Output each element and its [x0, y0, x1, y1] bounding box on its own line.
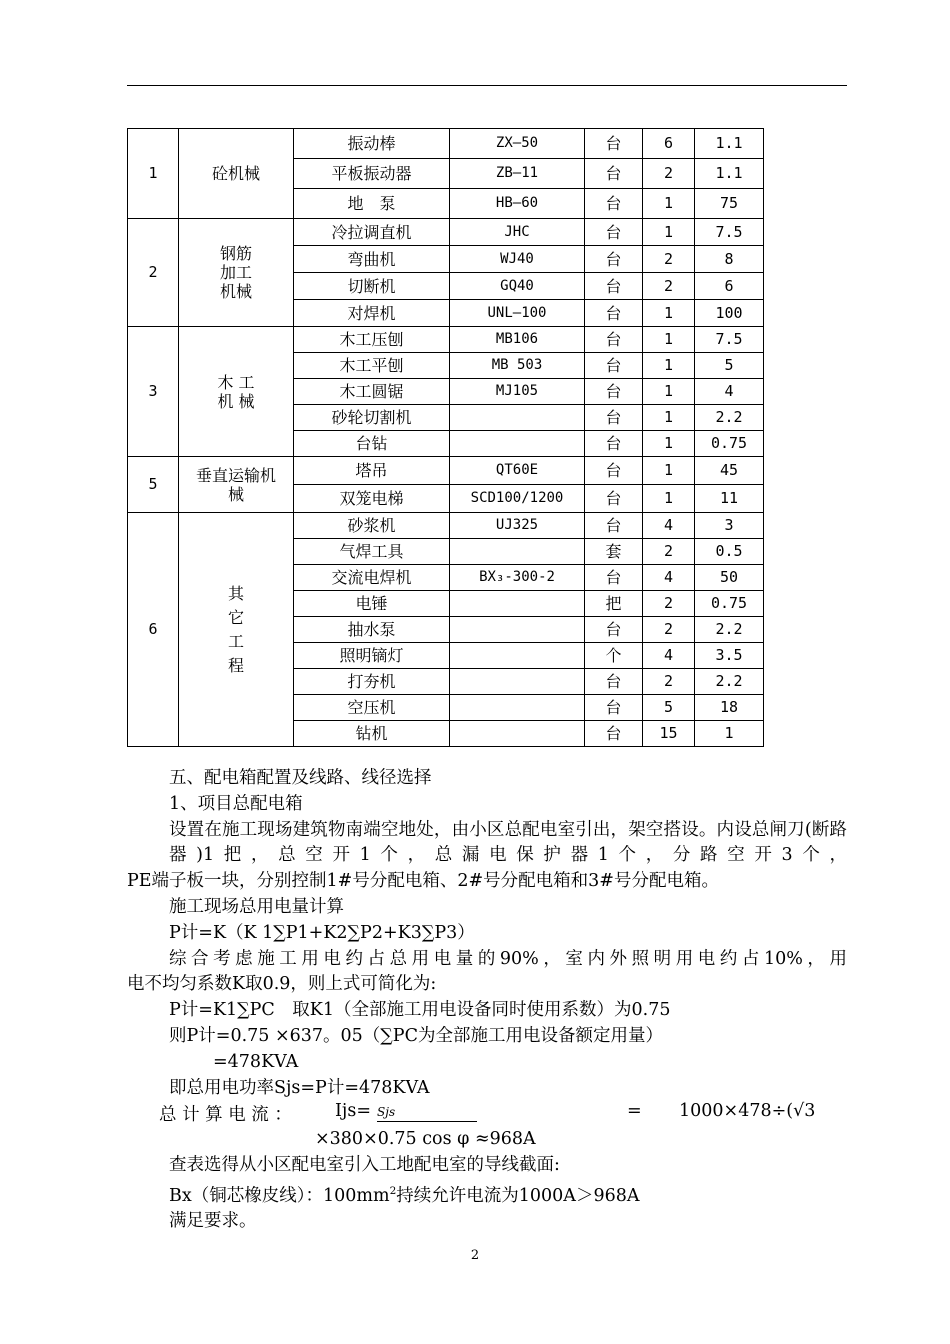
equipment-name: 照明镝灯	[294, 643, 450, 669]
section-title: 五、配电箱配置及线路、线径选择	[169, 768, 432, 788]
group-number: 1	[128, 129, 179, 219]
group-category	[179, 219, 294, 327]
category-line: 机械	[219, 282, 252, 301]
cable-pre: Bx（铜芯橡皮线）：100mm	[169, 1185, 390, 1206]
header-rule	[127, 85, 847, 86]
group-category	[179, 457, 294, 513]
equipment-power: 7.5	[695, 327, 764, 353]
equipment-power: 18	[695, 695, 764, 721]
equipment-name: 弯曲机	[294, 246, 450, 273]
cable-post: 持续允许电流为1000A＞968A	[396, 1185, 640, 1206]
current-fraction	[377, 1101, 477, 1122]
equipment-power: 3	[695, 513, 764, 539]
equipment-unit: 台	[585, 129, 643, 159]
equipment-name: 平板振动器	[294, 159, 450, 189]
current-right: 1000×478÷(√3	[679, 1101, 816, 1122]
equipment-name: 打夯机	[294, 669, 450, 695]
category-line: 程	[227, 655, 244, 675]
equipment-unit: 个	[585, 643, 643, 669]
equipment-unit: 台	[585, 246, 643, 273]
paragraph-location-end: PE端子板一块，分别控制1#号分配电箱、2#号分配电箱和3#号分配电箱。	[127, 871, 719, 892]
equipment-power: 4	[695, 379, 764, 405]
equipment-name: 电锤	[294, 591, 450, 617]
equipment-model	[450, 617, 585, 643]
equipment-name: 空压机	[294, 695, 450, 721]
table-row	[128, 219, 764, 246]
cable-sup: 2	[389, 1184, 397, 1197]
equipment-unit: 把	[585, 591, 643, 617]
equipment-unit: 台	[585, 721, 643, 747]
equipment-power: 6	[695, 273, 764, 300]
paragraph-ratio: 综合考虑施工用电约占总用电量的90%，室内外照明用电约占10%，用	[169, 948, 847, 969]
equipment-unit: 台	[585, 669, 643, 695]
equipment-power: 0.75	[695, 431, 764, 457]
equipment-model: BX₃-300-2	[450, 565, 585, 591]
current-eq: =	[627, 1101, 642, 1122]
equipment-power: 75	[695, 189, 764, 219]
equipment-quantity: 1	[643, 300, 695, 327]
equipment-quantity: 1	[643, 189, 695, 219]
equipment-name: 木工压刨	[294, 327, 450, 353]
equipment-unit: 台	[585, 565, 643, 591]
equipment-quantity: 1	[643, 405, 695, 431]
equipment-unit: 台	[585, 327, 643, 353]
equipment-model	[450, 539, 585, 565]
equipment-name: 振动棒	[294, 129, 450, 159]
equipment-name: 砂浆机	[294, 513, 450, 539]
equipment-name: 木工圆锯	[294, 379, 450, 405]
equipment-quantity: 1	[643, 327, 695, 353]
equipment-power: 0.75	[695, 591, 764, 617]
equipment-power: 100	[695, 300, 764, 327]
formula-power: 即总用电功率Sjs=P计=478KVA	[169, 1077, 430, 1098]
formula-result: =478KVA	[213, 1051, 299, 1072]
equipment-model	[450, 721, 585, 747]
equipment-power: 0.5	[695, 539, 764, 565]
equipment-unit: 台	[585, 617, 643, 643]
equipment-unit: 台	[585, 219, 643, 246]
category-line: 加工	[219, 263, 252, 282]
equipment-unit: 台	[585, 485, 643, 513]
equipment-unit: 台	[585, 189, 643, 219]
equipment-quantity: 6	[643, 129, 695, 159]
equipment-name: 木工平刨	[294, 353, 450, 379]
group-number: 5	[128, 457, 179, 513]
equipment-power: 11	[695, 485, 764, 513]
equipment-model	[450, 669, 585, 695]
paragraph-location: 设置在施工现场建筑物南端空地处，由小区总配电室引出，架空搭设。内设总闸刀(断路器)1把，总空开1个，总漏电保护器1个，分路空开3个，	[169, 819, 847, 866]
formula-current	[127, 1101, 847, 1127]
equipment-unit: 台	[585, 273, 643, 300]
equipment-quantity: 15	[643, 721, 695, 747]
equipment-quantity: 4	[643, 643, 695, 669]
group-number: 6	[128, 513, 179, 747]
equipment-model: WJ40	[450, 246, 585, 273]
equipment-quantity: 4	[643, 565, 695, 591]
equipment-unit: 台	[585, 431, 643, 457]
equipment-power: 3.5	[695, 643, 764, 669]
equipment-model: ZX—50	[450, 129, 585, 159]
equipment-model: MJ105	[450, 379, 585, 405]
equipment-quantity: 1	[643, 485, 695, 513]
equipment-model: UJ325	[450, 513, 585, 539]
group-category	[179, 327, 294, 457]
equipment-model: HB—60	[450, 189, 585, 219]
category-line: 木 工	[217, 372, 255, 392]
equipment-quantity: 2	[643, 246, 695, 273]
category-line: 机 械	[217, 391, 255, 411]
equipment-unit: 台	[585, 379, 643, 405]
category-line: 砼机械	[211, 164, 260, 183]
table-row	[128, 129, 764, 159]
formula-current-line2: ×380×0.75 cos φ ≈968A	[315, 1129, 536, 1150]
page-number: 2	[470, 1248, 480, 1263]
category-line: 垂直运输机	[195, 465, 276, 485]
equipment-unit: 台	[585, 159, 643, 189]
equipment-power: 1	[695, 721, 764, 747]
equipment-quantity: 2	[643, 669, 695, 695]
equipment-name: 切断机	[294, 273, 450, 300]
current-label: 总 计 算 电 流 ：	[159, 1105, 292, 1126]
table-row	[128, 327, 764, 353]
paragraph-conclusion: 满足要求。	[169, 1211, 257, 1232]
equipment-model	[450, 695, 585, 721]
equipment-unit: 台	[585, 457, 643, 485]
category-line: 钢筋	[219, 244, 252, 263]
equipment-unit: 台	[585, 405, 643, 431]
subsection-title: 1、项目总配电箱	[169, 793, 303, 814]
equipment-power: 2.2	[695, 617, 764, 643]
equipment-power: 2.2	[695, 405, 764, 431]
equipment-name: 地 泵	[294, 189, 450, 219]
equipment-quantity: 4	[643, 513, 695, 539]
equipment-model: SCD100/1200	[450, 485, 585, 513]
equipment-model: QT60E	[450, 457, 585, 485]
equipment-quantity: 2	[643, 617, 695, 643]
equipment-model: JHC	[450, 219, 585, 246]
current-fraction-top: Sjs	[377, 1105, 396, 1120]
current-ijs: Ijs=	[335, 1101, 371, 1122]
equipment-name: 冷拉调直机	[294, 219, 450, 246]
paragraph-table-lookup: 查表选得从小区配电室引入工地配电室的导线截面:	[169, 1154, 560, 1175]
equipment-model: ZB—11	[450, 159, 585, 189]
equipment-unit: 台	[585, 695, 643, 721]
equipment-quantity: 1	[643, 457, 695, 485]
equipment-power: 7.5	[695, 219, 764, 246]
formula-simplified: P计=K1∑PC 取K1（全部施工用电设备同时使用系数）为0.75	[169, 1000, 671, 1021]
equipment-quantity: 2	[643, 591, 695, 617]
group-number: 3	[128, 327, 179, 457]
equipment-name: 对焊机	[294, 300, 450, 327]
paragraph-cable	[127, 1179, 847, 1210]
equipment-name: 气焊工具	[294, 539, 450, 565]
equipment-quantity: 1	[643, 353, 695, 379]
equipment-model: UNL—100	[450, 300, 585, 327]
equipment-model	[450, 405, 585, 431]
equipment-model: MB106	[450, 327, 585, 353]
equipment-quantity: 1	[643, 379, 695, 405]
equipment-name: 交流电焊机	[294, 565, 450, 591]
equipment-unit: 套	[585, 539, 643, 565]
formula-total: P计=K（K 1∑P1+K2∑P2+K3∑P3）	[169, 922, 475, 943]
equipment-model	[450, 431, 585, 457]
category-line: 其	[227, 583, 244, 603]
equipment-name: 塔吊	[294, 457, 450, 485]
equipment-power: 1.1	[695, 159, 764, 189]
equipment-quantity: 2	[643, 159, 695, 189]
group-category	[179, 129, 294, 219]
equipment-name: 砂轮切割机	[294, 405, 450, 431]
category-line: 工	[227, 631, 244, 651]
equipment-name: 抽水泵	[294, 617, 450, 643]
equipment-model: GQ40	[450, 273, 585, 300]
equipment-quantity: 1	[643, 431, 695, 457]
equipment-quantity: 2	[643, 539, 695, 565]
group-category	[179, 513, 294, 747]
equipment-name: 钻机	[294, 721, 450, 747]
equipment-quantity: 1	[643, 219, 695, 246]
equipment-unit: 台	[585, 300, 643, 327]
equipment-unit: 台	[585, 513, 643, 539]
category-line: 它	[227, 607, 244, 627]
equipment-name: 双笼电梯	[294, 485, 450, 513]
paragraph-ratio-end: 电不均匀系数K取0.9，则上式可简化为:	[127, 974, 437, 995]
calc-title: 施工现场总用电量计算	[169, 896, 344, 917]
equipment-power: 8	[695, 246, 764, 273]
equipment-model: MB 503	[450, 353, 585, 379]
equipment-power: 2.2	[695, 669, 764, 695]
equipment-quantity: 5	[643, 695, 695, 721]
equipment-power: 5	[695, 353, 764, 379]
table-row	[128, 457, 764, 485]
formula-substituted: 则P计=0.75 ×637。05（∑PC为全部施工用电设备额定用量）	[169, 1025, 663, 1046]
equipment-power: 1.1	[695, 129, 764, 159]
equipment-unit: 台	[585, 353, 643, 379]
equipment-model	[450, 591, 585, 617]
category-line: 械	[227, 484, 244, 504]
equipment-quantity: 2	[643, 273, 695, 300]
body-text	[127, 766, 847, 1235]
table-row	[128, 513, 764, 539]
equipment-power: 50	[695, 565, 764, 591]
equipment-power: 45	[695, 457, 764, 485]
group-number: 2	[128, 219, 179, 327]
equipment-model	[450, 643, 585, 669]
equipment-name: 台钻	[294, 431, 450, 457]
equipment-table	[127, 128, 764, 747]
